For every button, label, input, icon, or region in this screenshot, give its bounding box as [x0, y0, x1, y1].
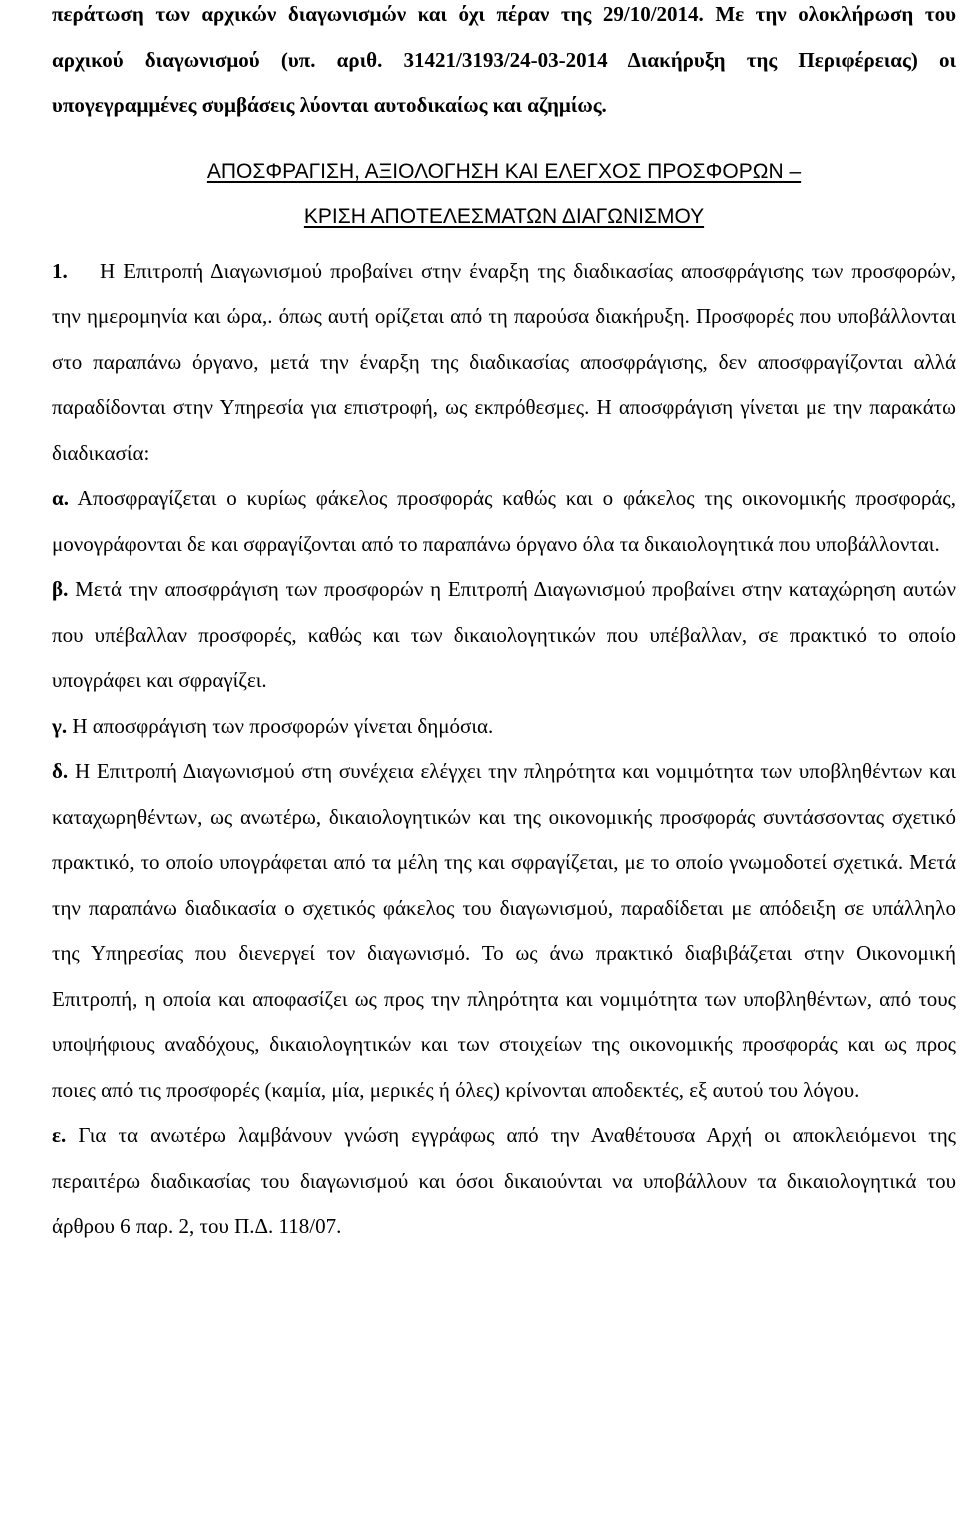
- item-b-label: β.: [52, 577, 69, 601]
- item-e-label: ε.: [52, 1123, 67, 1147]
- section-1-number: 1.: [52, 258, 68, 283]
- item-b-text: Μετά την αποσφράγιση των προσφορών η Επιτροπή Διαγωνισμού προβαίνει στην καταχώρηση αυτών που υπέβαλλαν προσφορές, καθώς και των δικαιολογητικών που υπέβαλλαν, σε πρακτικό το οποίο υπογράφει και σφραγίζει.: [52, 577, 956, 692]
- section-heading: [52, 149, 956, 239]
- item-b: [52, 567, 956, 704]
- item-d: [52, 749, 956, 1113]
- document-page: [52, 0, 956, 1250]
- item-e-text: Για τα ανωτέρω λαμβάνουν γνώση εγγράφως από την Αναθέτουσα Αρχή οι αποκλειόμενοι της περαιτέρω διαδικασίας του διαγωνισμού και όσοι δικαιούνται να υποβάλλουν τα δικαιολογητικά του άρθρου 6 παρ. 2, του Π.Δ. 118/07.: [52, 1123, 956, 1238]
- item-a-text: Αποσφραγίζεται ο κυρίως φάκελος προσφοράς καθώς και ο φάκελος της οικονομικής προσφοράς, μονογράφονται δε και σφραγίζονται από το παραπάνω όργανο όλα τα δικαιολογητικά που υποβάλλονται.: [52, 486, 956, 556]
- item-a-label: α.: [52, 486, 69, 510]
- item-a: [52, 476, 956, 567]
- item-d-text: Η Επιτροπή Διαγωνισμού στη συνέχεια ελέγχει την πληρότητα και νομιμότητα των υποβληθέντων και καταχωρηθέντων, ως ανωτέρω, δικαιολογητικών και της οικονομικής προσφοράς συντάσσοντας σχετικό πρακτικό, το οποίο υπογράφεται από τα μέλη της και σφραγίζεται, με το οποίο γνωμοδοτεί σχετικά. Μετά την παραπάνω διαδικασία ο σχετικός φάκελος του διαγωνισμού, παραδίδεται με απόδειξη σε υπάλληλο της Υπηρεσίας που διενεργεί τον διαγωνισμό. Το ως άνω πρακτικό διαβιβάζεται στην Οικονομική Επιτροπή, η οποία και αποφασίζει ως προς την πληρότητα και νομιμότητα των υποβληθέντων, από τους υποψήφιους αναδόχους, δικαιολογητικών και των στοιχείων της οικονομικής προσφοράς και ως προς ποιες από τις προσφορές (καμία, μία, μερικές ή όλες) κρίνονται αποδεκτές, εξ αυτού του λόγου.: [52, 759, 956, 1102]
- intro-paragraph: περάτωση των αρχικών διαγωνισμών και όχι πέραν της 29/10/2014. Με την ολοκλήρωση του αρχικού διαγωνισμού (υπ. αριθ. 31421/3193/24-03-2014 Διακήρυξη της Περιφέρειας) οι υπογεγραμμένες συμβάσεις λύονται αυτοδικαίως και αζημίως.: [52, 2, 956, 117]
- section-1-paragraph: [52, 249, 956, 477]
- section-1-text: Η Επιτροπή Διαγωνισμού προβαίνει στην έναρξη της διαδικασίας αποσφράγισης των προσφορών, την ημερομηνία και ώρα,. όπως αυτή ορίζεται από τη παρούσα διακήρυξη. Προσφορές που υποβάλλονται στο παραπάνω όργανο, μετά την έναρξη της διαδικασίας αποσφράγισης, δεν αποσφραγίζονται αλλά παραδίδονται στην Υπηρεσία για επιστροφή, ως εκπρόθεσμες. Η αποσφράγιση γίνεται με την παρακάτω διαδικασία:: [52, 258, 956, 465]
- heading-line-1: ΑΠΟΣΦΡΑΓΙΣΗ, ΑΞΙΟΛΟΓΗΣΗ ΚΑΙ ΕΛΕΓΧΟΣ ΠΡΟΣΦΟΡΩΝ –: [206, 159, 802, 183]
- item-c-text: Η αποσφράγιση των προσφορών γίνεται δημόσια.: [67, 713, 494, 738]
- item-c-label: γ.: [52, 713, 68, 738]
- item-e: [52, 1113, 956, 1250]
- item-c: [52, 704, 956, 750]
- heading-line-2: ΚΡΙΣΗ ΑΠΟΤΕΛΕΣΜΑΤΩΝ ΔΙΑΓΩΝΙΣΜΟΥ: [303, 204, 705, 228]
- item-d-label: δ.: [52, 759, 69, 783]
